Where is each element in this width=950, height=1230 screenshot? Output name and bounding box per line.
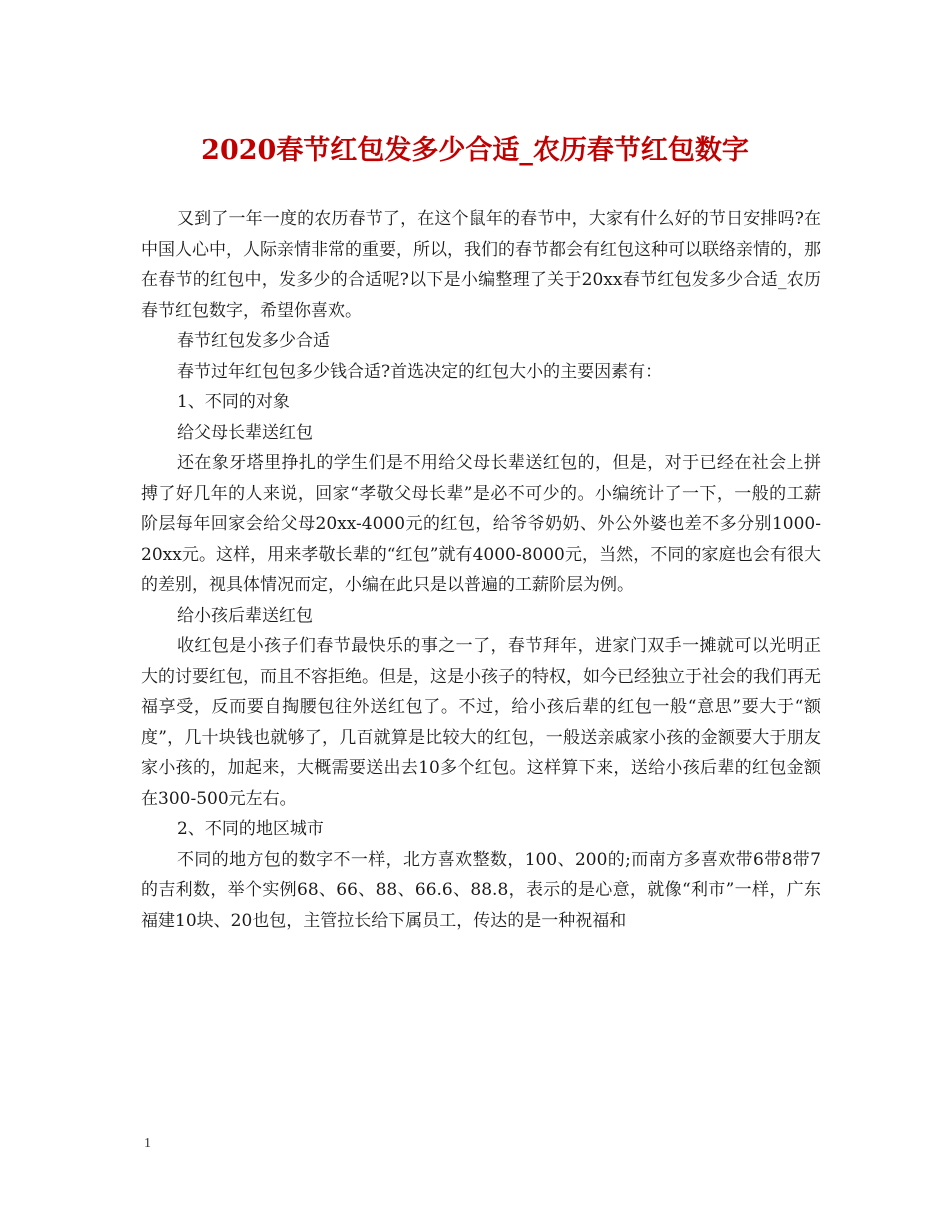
section-heading: 春节红包发多少合适 [177,331,330,351]
body-paragraph: 还在象牙塔里挣扎的学生们是不用给父母长辈送红包的，但是，对于已经在社会上拼搏了好几年的人来说，回家“孝敬父母长辈”是必不可少的。小编统计了一下，一般的工薪阶层每年回家会给父母20xx-4000元的红包，给爷爷奶奶、外公外婆也差不多分别1000-20xx元。这样，用来孝敬长辈的“红包”就有4000-8000元，当然，不同的家庭也会有很大的差别，视具体情况而定，小编在此只是以普遍的工薪阶层为例。 [141,453,821,595]
document-title: 2020春节红包发多少合适_农历春节红包数字 [201,135,749,166]
document-body [141,204,821,936]
body-paragraph: 不同的地方包的数字不一样，北方喜欢整数，100、200的;而南方多喜欢带6带8带7的吉利数，举个实例68、66、88、66.6、88.8，表示的是心意，就像“利市”一样，广东福建10块、20也包，主管拉长给下属员工，传达的是一种祝福和 [141,849,821,931]
intro-paragraph: 又到了一年一度的农历春节了，在这个鼠年的春节中，大家有什么好的节日安排吗?在中国人心中，人际亲情非常的重要，所以，我们的春节都会有红包这种可以联络亲情的，那在春节的红包中，发多少的合适呢?以下是小编整理了关于20xx春节红包发多少合适_农历春节红包数字，希望你喜欢。 [141,209,821,321]
list-heading: 1、不同的对象 [177,392,290,412]
body-paragraph: 春节过年红包包多少钱合适?首选决定的红包大小的主要因素有： [177,361,663,382]
page-number: 1 [144,1136,151,1151]
subheading: 给父母长辈送红包 [177,422,313,443]
subheading: 给小孩后辈送红包 [177,605,313,626]
list-heading: 2、不同的地区城市 [177,819,324,839]
body-paragraph: 收红包是小孩子们春节最快乐的事之一了，春节拜年，进家门双手一摊就可以光明正大的讨要红包，而且不容拒绝。但是，这是小孩子的特权，如今已经独立于社会的我们再无福享受，反而要自掏腰包往外送红包了。不过，给小孩后辈的红包一般“意思”要大于“额度”，几十块钱也就够了，几百就算是比较大的红包，一般送亲戚家小孩的金额要大于朋友家小孩的，加起来，大概需要送出去10多个红包。这样算下来，送给小孩后辈的红包金额在300-500元左右。 [141,636,821,809]
